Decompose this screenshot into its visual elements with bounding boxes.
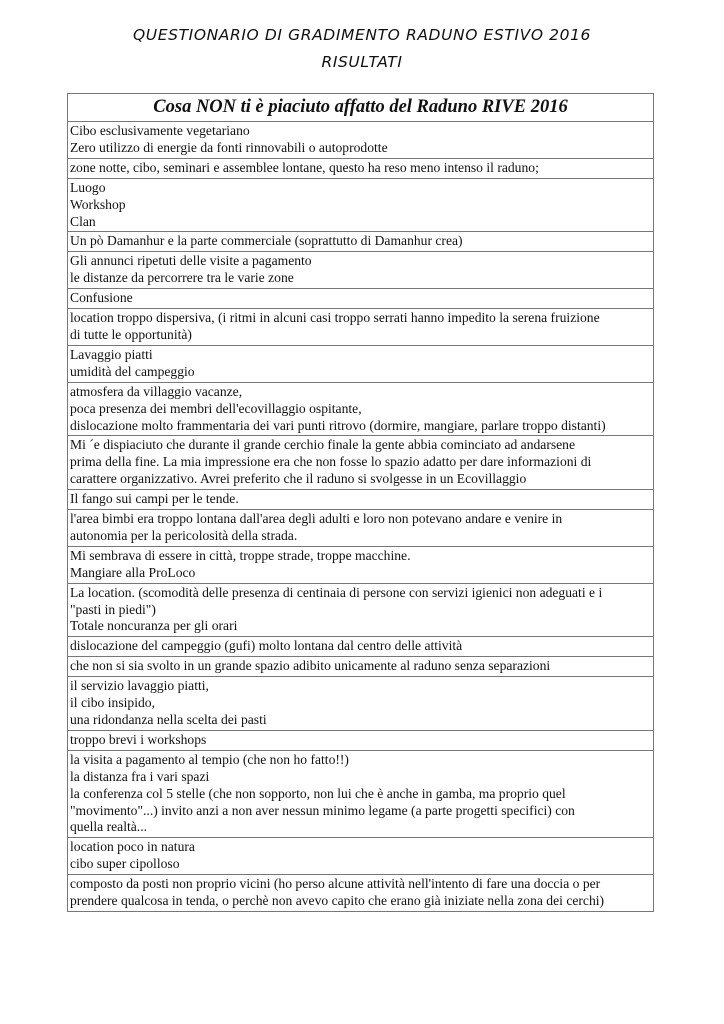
answer-cell	[68, 750, 654, 838]
answer-cell	[68, 232, 654, 252]
answer-cell	[68, 345, 654, 382]
answer-line: Clan	[70, 213, 96, 229]
answer-line: location poco in natura	[70, 839, 195, 855]
answer-line: autonomia per la pericolosità della strada.	[70, 527, 298, 543]
answer-line: location troppo dispersiva, (i ritmi in alcuni casi troppo serrati hanno impedito la serena fruizione	[70, 310, 600, 326]
table-row	[68, 232, 654, 252]
answer-line: dislocazione molto frammentaria dei vari punti ritrovo (dormire, mangiare, parlare troppo distanti)	[70, 417, 606, 433]
answer-cell	[68, 178, 654, 232]
answer-cell	[68, 730, 654, 750]
answer-line: poca presenza dei membri dell'ecovillaggio ospitante,	[70, 400, 362, 416]
table-row	[68, 657, 654, 677]
answer-cell	[68, 875, 654, 912]
answer-cell	[68, 252, 654, 289]
answer-line: Mi ´e dispiaciuto che durante il grande cerchio finale la gente abbia cominciato ad andarsene	[70, 437, 576, 453]
answer-line: dislocazione del campeggio (gufi) molto lontana dal centro delle attività	[70, 638, 463, 654]
answer-cell	[68, 637, 654, 657]
answer-line: Workshop	[70, 196, 126, 212]
answer-line: il servizio lavaggio piatti,	[70, 678, 209, 694]
answer-line: "pasti in piedi")	[70, 601, 156, 617]
table-row	[68, 730, 654, 750]
answer-line: carattere organizzativo. Avrei preferito che il raduno si svolgesse in un Ecovillaggio	[70, 471, 527, 487]
table-row	[68, 158, 654, 178]
table-row	[68, 583, 654, 637]
table-row	[68, 750, 654, 838]
answer-cell	[68, 657, 654, 677]
answer-line: prima della fine. La mia impressione era che non fosse lo spazio adatto per dare informazioni di	[70, 454, 592, 470]
table-row	[68, 345, 654, 382]
document-title: QUESTIONARIO DI GRADIMENTO RADUNO ESTIVO 2016	[133, 26, 591, 44]
answer-cell	[68, 158, 654, 178]
table-row	[68, 252, 654, 289]
answer-line: la visita a pagamento al tempio (che non ho fatto!!)	[70, 751, 349, 767]
table-row	[68, 510, 654, 547]
answer-line: l'area bimbi era troppo lontana dall'area degli adulti e loro non potevano andare e venire in	[70, 511, 563, 527]
answer-line: Un pò Damanhur e la parte commerciale (soprattutto di Damanhur crea)	[70, 233, 463, 249]
table-row	[68, 490, 654, 510]
answer-line: La location. (scomodità delle presenza di centinaia di persone con servizi igienici non adeguati e i	[70, 584, 603, 600]
answer-line: la conferenza col 5 stelle (che non sopporto, non lui che è anche in gamba, ma proprio quel	[70, 785, 566, 801]
answer-cell	[68, 677, 654, 731]
answer-line: umidità del campeggio	[70, 363, 195, 379]
answer-line: Confusione	[70, 290, 133, 306]
answers-body	[68, 122, 654, 912]
answer-line: una ridondanza nella scelta dei pasti	[70, 712, 267, 727]
answer-line: Gli annunci ripetuti delle visite a pagamento	[70, 253, 312, 269]
table-row	[68, 677, 654, 731]
table-row	[68, 289, 654, 309]
answer-line: Totale noncuranza per gli orari	[70, 618, 238, 634]
table-header-row	[68, 94, 654, 122]
answer-cell	[68, 436, 654, 490]
answer-line: troppo brevi i workshops	[70, 731, 207, 747]
answer-line: Cibo esclusivamente vegetariano	[70, 123, 250, 138]
answer-cell	[68, 122, 654, 159]
answer-line: atmosfera da villaggio vacanze,	[70, 383, 243, 399]
answer-cell	[68, 510, 654, 547]
answer-line: zone notte, cibo, seminari e assemblee lontane, questo ha reso meno intenso il raduno;	[70, 159, 539, 175]
answer-line: Zero utilizzo di energie da fonti rinnovabili o autoprodotte	[70, 139, 388, 155]
answer-line: prendere qualcosa in tenda, o perchè non avevo capito che erano già iniziate nella zona dei cerchi)	[70, 893, 605, 909]
answer-cell	[68, 490, 654, 510]
table-row	[68, 382, 654, 436]
table-row	[68, 838, 654, 875]
table-row	[68, 122, 654, 159]
answer-line: quella realtà...	[70, 819, 147, 835]
answer-line: le distanze da percorrere tra le varie zone	[70, 270, 294, 286]
answer-line: composto da posti non proprio vicini (ho perso alcune attività nell'intento di fare una doccia o per	[70, 876, 601, 892]
answer-cell	[68, 289, 654, 309]
document-subtitle: RISULTATI	[321, 53, 403, 71]
answer-line: Il fango sui campi per le tende.	[70, 491, 239, 507]
answer-cell	[68, 838, 654, 875]
answer-line: Mi sembrava di essere in città, troppe strade, troppe macchine.	[70, 547, 411, 563]
table-row	[68, 436, 654, 490]
answer-line: Luogo	[70, 179, 106, 195]
table-row	[68, 178, 654, 232]
table-row	[68, 546, 654, 583]
table-row	[68, 637, 654, 657]
table-row	[68, 875, 654, 912]
answer-line: la distanza fra i vari spazi	[70, 768, 210, 784]
answer-cell	[68, 382, 654, 436]
answer-line: il cibo insipido,	[70, 695, 155, 711]
answer-line: che non si sia svolto in un grande spazio adibito unicamente al raduno senza separazioni	[70, 658, 551, 674]
answer-line: "movimento"...) invito anzi a non aver nessun minimo legame (a parte progetti specifici) con	[70, 802, 575, 818]
question-header: Cosa NON ti è piaciuto affatto del Raduno RIVE 2016	[68, 94, 654, 122]
answer-line: di tutte le opportunità)	[70, 326, 192, 342]
answer-cell	[68, 583, 654, 637]
answer-line: Mangiare alla ProLoco	[70, 564, 196, 580]
answer-line: Lavaggio piatti	[70, 346, 153, 362]
table-row	[68, 309, 654, 346]
answer-cell	[68, 546, 654, 583]
answers-table	[67, 93, 654, 912]
answer-cell	[68, 309, 654, 346]
answer-line: cibo super cipolloso	[70, 856, 180, 872]
